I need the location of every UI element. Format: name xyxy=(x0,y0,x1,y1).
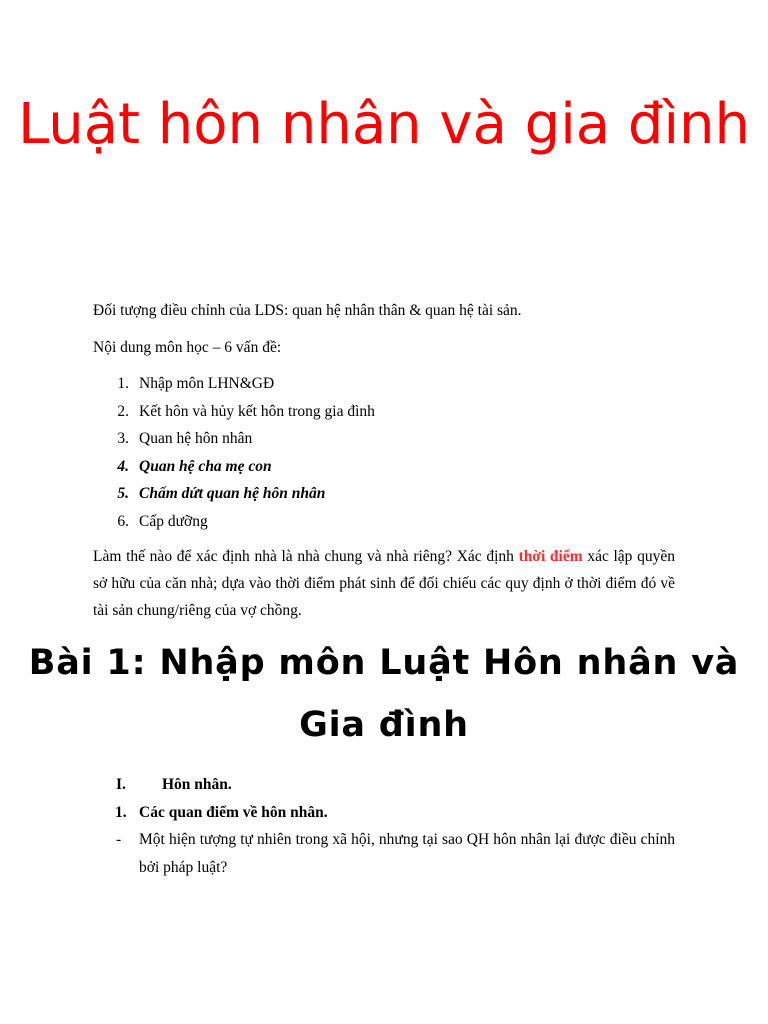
bullet-item xyxy=(93,826,675,881)
topic-number: 6. xyxy=(117,512,129,530)
topic-label: Nhập môn LHN&GĐ xyxy=(139,375,275,392)
topic-item xyxy=(93,480,675,508)
bullet-marker: - xyxy=(116,831,122,848)
topic-number: 2. xyxy=(117,402,129,420)
document-title: Luật hôn nhân và gia đình xyxy=(18,92,750,157)
question-text-end: xác lập quyền sở hữu của căn nhà; dựa vào thời điểm phát sinh để đối chiếu các quy định ở thời điểm đó về tài sản chung/riêng của vợ chồng. xyxy=(93,548,675,619)
subsection-label: Các quan điểm về hôn nhân. xyxy=(139,803,328,821)
question-highlight: thời điểm xyxy=(518,548,583,565)
topic-number: 3. xyxy=(117,430,129,447)
topic-item xyxy=(93,508,675,536)
topic-item xyxy=(93,453,675,481)
subsection-heading xyxy=(93,799,675,827)
lesson-title: Bài 1: Nhập môn Luật Hôn nhân và Gia đình xyxy=(28,643,740,745)
lesson-outline xyxy=(93,771,675,881)
topic-label: Quan hệ cha mẹ con xyxy=(139,457,272,475)
section-marker: I. xyxy=(116,776,126,793)
topic-label: Chấm dứt quan hệ hôn nhân xyxy=(139,485,326,502)
topic-item xyxy=(93,398,675,426)
question-paragraph xyxy=(93,543,675,624)
topic-number: 4. xyxy=(117,457,129,475)
topic-label: Kết hôn và hủy kết hôn trong gia đình xyxy=(139,402,375,420)
section-heading xyxy=(93,771,675,799)
content-heading: Nội dung môn học – 6 vấn đề: xyxy=(93,339,282,356)
topic-item xyxy=(93,370,675,398)
topic-item xyxy=(93,425,675,453)
topic-number: 1. xyxy=(117,375,129,392)
topic-label: Quan hệ hôn nhân xyxy=(139,430,253,447)
subsection-marker: 1. xyxy=(115,803,127,821)
intro-paragraph: Đối tượng điều chỉnh của LDS: quan hệ nhân thân & quan hệ tài sản. xyxy=(93,302,522,319)
question-text-start: Làm thế nào để xác định nhà là nhà chung và nhà riêng? Xác định xyxy=(93,548,519,565)
topic-number: 5. xyxy=(117,485,129,502)
bullet-text: Một hiện tượng tự nhiên trong xã hội, nhưng tại sao QH hôn nhân lại được điều chỉnh bởi pháp luật? xyxy=(139,831,675,876)
section-label: Hôn nhân. xyxy=(162,776,232,793)
topic-label: Cấp dưỡng xyxy=(139,512,208,530)
topic-list xyxy=(93,370,675,535)
